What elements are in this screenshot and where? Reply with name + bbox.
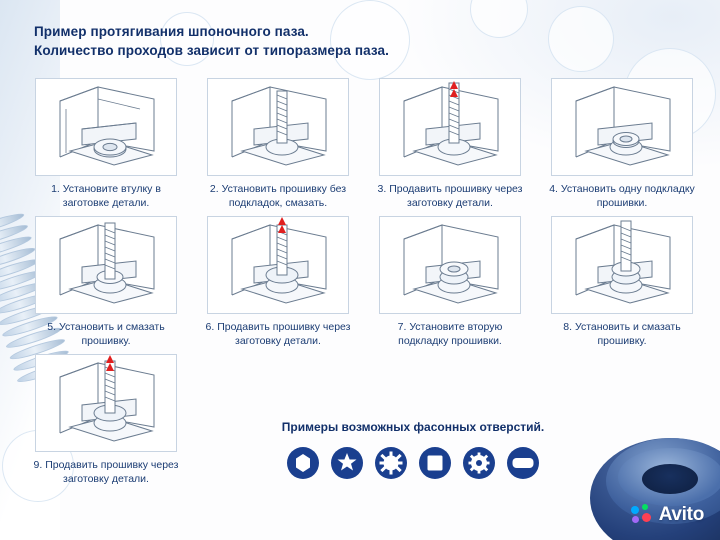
step-illustration-8 (551, 216, 693, 314)
step-illustration-5 (35, 216, 177, 314)
star-hole-icon (330, 446, 364, 480)
step-cell-4 (536, 78, 708, 210)
step-cell-8 (536, 216, 708, 348)
press-bushing-diagram (36, 79, 176, 175)
step-caption-6: 6. Продавить прошивку через заготовку детали. (205, 321, 351, 347)
square-hole-icon (418, 446, 452, 480)
press-two-shims-diagram (380, 217, 520, 313)
step-caption-7: 7. Установите вторую подкладку прошивки. (397, 321, 503, 347)
hexagon-hole-icon (286, 446, 320, 480)
step-illustration-9 (35, 354, 177, 452)
press-punch-inserted-diagram (208, 79, 348, 175)
down-arrow-icon (278, 217, 286, 233)
step-caption-3: 3. Продавить прошивку через заготовку детали. (377, 183, 523, 209)
press-punch-lubricated-diagram (36, 217, 176, 313)
step-cell-9 (20, 354, 192, 486)
press-punch-pressing-diagram (380, 79, 520, 175)
step-illustration-6 (207, 216, 349, 314)
step-cell-2 (192, 78, 364, 210)
splined-hole-icon (374, 446, 408, 480)
steps-row (20, 78, 710, 210)
avito-logo-icon (631, 504, 653, 526)
step-illustration-7 (379, 216, 521, 314)
step-cell-7 (364, 216, 536, 348)
press-one-shim-diagram (552, 79, 692, 175)
shapes-row (248, 446, 578, 480)
title-line-2: Количество проходов зависит от типоразмера паза. (34, 43, 389, 58)
avito-watermark (631, 504, 704, 526)
rounded-rect-hole-icon (506, 446, 540, 480)
step-illustration-3 (379, 78, 521, 176)
gear-hole-icon (462, 446, 496, 480)
step-cell-1 (20, 78, 192, 210)
title-line-1: Пример протягивания шпоночного паза. (34, 24, 309, 39)
press-pressing-second-diagram (208, 217, 348, 313)
press-punch-lubricated-second-diagram (552, 217, 692, 313)
step-caption-2: 2. Установить прошивку без подкладок, смазать. (209, 183, 347, 209)
shapes-section-title: Примеры возможных фасонных отверстий. (281, 420, 545, 434)
shapes-section (248, 420, 578, 480)
page-title (34, 22, 594, 60)
step-cell-3 (364, 78, 536, 210)
step-caption-4: 4. Установить одну подкладку прошивки. (549, 183, 695, 209)
steps-row (20, 216, 710, 348)
avito-wordmark: Avito (658, 504, 704, 525)
press-final-pressing-diagram (36, 355, 176, 451)
step-cell-5 (20, 216, 192, 348)
step-caption-1: 1. Установите втулку в заготовке детали. (51, 183, 161, 209)
step-cell-6 (192, 216, 364, 348)
step-illustration-2 (207, 78, 349, 176)
down-arrow-icon (106, 355, 114, 371)
step-caption-5: 5. Установить и смазать прошивку. (47, 321, 165, 347)
step-caption-8: 8. Установить и смазать прошивку. (563, 321, 681, 347)
step-caption-9: 9. Продавить прошивку через заготовку детали. (33, 459, 179, 485)
step-illustration-1 (35, 78, 177, 176)
step-illustration-4 (551, 78, 693, 176)
